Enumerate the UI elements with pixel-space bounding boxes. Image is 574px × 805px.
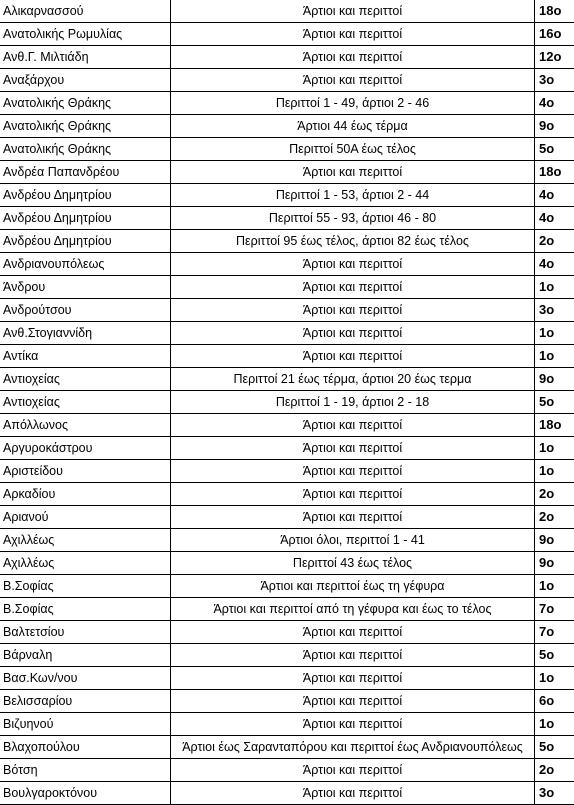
table-row <box>0 437 574 460</box>
school-cell: 7ο <box>535 598 574 621</box>
table-row <box>0 92 574 115</box>
number-range-cell: Άρτιοι και περιττοί <box>171 690 535 713</box>
school-cell: 4ο <box>535 184 574 207</box>
street-name-cell: Αντιοχείας <box>0 391 171 414</box>
street-name-cell: Αλικαρνασσού <box>0 0 171 23</box>
street-name-cell: Αχιλλέως <box>0 529 171 552</box>
street-name-cell: Ανδρούτσου <box>0 299 171 322</box>
table-row <box>0 253 574 276</box>
number-range-cell: Περιττοί 55 - 93, άρτιοι 46 - 80 <box>171 207 535 230</box>
school-cell: 5ο <box>535 138 574 161</box>
number-range-cell: Περιττοί 50Α έως τέλος <box>171 138 535 161</box>
table-row <box>0 207 574 230</box>
table-row <box>0 69 574 92</box>
table-row <box>0 483 574 506</box>
school-cell: 4ο <box>535 253 574 276</box>
street-name-cell: Ανδρέου Δημητρίου <box>0 207 171 230</box>
number-range-cell: Άρτιοι και περιττοί <box>171 276 535 299</box>
school-cell: 2ο <box>535 483 574 506</box>
table-row <box>0 23 574 46</box>
school-cell: 7ο <box>535 621 574 644</box>
table-row <box>0 138 574 161</box>
number-range-cell: Άρτιοι 44 έως τέρμα <box>171 115 535 138</box>
school-cell: 2ο <box>535 230 574 253</box>
number-range-cell: Άρτιοι και περιττοί <box>171 644 535 667</box>
school-cell: 1ο <box>535 345 574 368</box>
number-range-cell: Άρτιοι και περιττοί <box>171 506 535 529</box>
table-row <box>0 322 574 345</box>
table-row <box>0 299 574 322</box>
number-range-cell: Άρτιοι και περιττοί <box>171 69 535 92</box>
number-range-cell: Άρτιοι και περιττοί <box>171 253 535 276</box>
number-range-cell: Άρτιοι και περιττοί <box>171 299 535 322</box>
school-cell: 2ο <box>535 759 574 782</box>
number-range-cell: Άρτιοι και περιττοί <box>171 759 535 782</box>
table-row <box>0 46 574 69</box>
street-name-cell: Βάρναλη <box>0 644 171 667</box>
number-range-cell: Άρτιοι έως Σαρανταπόρου και περιττοί έως Ανδριανουπόλεως <box>171 736 535 759</box>
number-range-cell: Άρτιοι και περιττοί <box>171 483 535 506</box>
school-cell: 18ο <box>535 414 574 437</box>
street-name-cell: Ανθ.Γ. Μιλτιάδη <box>0 46 171 69</box>
school-cell: 5ο <box>535 644 574 667</box>
table-row <box>0 644 574 667</box>
number-range-cell: Περιττοί 43 έως τέλος <box>171 552 535 575</box>
street-name-cell: Βελισσαρίου <box>0 690 171 713</box>
table-row <box>0 414 574 437</box>
table-row <box>0 184 574 207</box>
table-row <box>0 230 574 253</box>
school-cell: 16ο <box>535 23 574 46</box>
table-row <box>0 529 574 552</box>
street-name-cell: Απόλλωνος <box>0 414 171 437</box>
school-cell: 1ο <box>535 713 574 736</box>
school-cell: 3ο <box>535 782 574 805</box>
school-cell: 3ο <box>535 299 574 322</box>
street-name-cell: Αντιοχείας <box>0 368 171 391</box>
school-cell: 4ο <box>535 207 574 230</box>
table-row <box>0 713 574 736</box>
street-name-cell: Β.Σοφίας <box>0 575 171 598</box>
number-range-cell: Άρτιοι και περιττοί έως τη γέφυρα <box>171 575 535 598</box>
table-row <box>0 736 574 759</box>
number-range-cell: Άρτιοι και περιττοί <box>171 0 535 23</box>
table-row <box>0 391 574 414</box>
school-cell: 1ο <box>535 437 574 460</box>
school-cell: 4ο <box>535 92 574 115</box>
number-range-cell: Άρτιοι και περιττοί <box>171 621 535 644</box>
street-name-cell: Αριανού <box>0 506 171 529</box>
table-row <box>0 690 574 713</box>
school-cell: 18ο <box>535 0 574 23</box>
table-row <box>0 345 574 368</box>
number-range-cell: Άρτιοι και περιττοί <box>171 161 535 184</box>
street-name-cell: Βιζυηνού <box>0 713 171 736</box>
number-range-cell: Άρτιοι και περιττοί <box>171 46 535 69</box>
table-row <box>0 621 574 644</box>
school-cell: 9ο <box>535 552 574 575</box>
number-range-cell: Άρτιοι και περιττοί <box>171 345 535 368</box>
street-name-cell: Βότση <box>0 759 171 782</box>
number-range-cell: Άρτιοι και περιττοί <box>171 437 535 460</box>
street-name-cell: Ανατολικής Θράκης <box>0 92 171 115</box>
street-name-cell: Βαλτετσίου <box>0 621 171 644</box>
street-name-cell: Ανατολικής Θράκης <box>0 115 171 138</box>
school-cell: 1ο <box>535 276 574 299</box>
street-name-cell: Ανδριανουπόλεως <box>0 253 171 276</box>
table-row <box>0 0 574 23</box>
street-name-cell: Βασ.Κων/νου <box>0 667 171 690</box>
school-cell: 6ο <box>535 690 574 713</box>
table-row <box>0 506 574 529</box>
street-name-cell: Ανατολικής Ρωμυλίας <box>0 23 171 46</box>
school-cell: 12ο <box>535 46 574 69</box>
school-cell: 9ο <box>535 529 574 552</box>
table-row <box>0 759 574 782</box>
street-name-cell: Αχιλλέως <box>0 552 171 575</box>
street-name-cell: Αρκαδίου <box>0 483 171 506</box>
table-row <box>0 276 574 299</box>
school-cell: 3ο <box>535 69 574 92</box>
number-range-cell: Άρτιοι και περιττοί <box>171 322 535 345</box>
table-row <box>0 460 574 483</box>
number-range-cell: Περιττοί 1 - 49, άρτιοι 2 - 46 <box>171 92 535 115</box>
school-cell: 2ο <box>535 506 574 529</box>
school-cell: 1ο <box>535 460 574 483</box>
table-row <box>0 368 574 391</box>
street-name-cell: Ανατολικής Θράκης <box>0 138 171 161</box>
number-range-cell: Άρτιοι και περιττοί από τη γέφυρα και έως το τέλος <box>171 598 535 621</box>
number-range-cell: Άρτιοι και περιττοί <box>171 667 535 690</box>
number-range-cell: Περιττοί 1 - 19, άρτιοι 2 - 18 <box>171 391 535 414</box>
school-cell: 1ο <box>535 575 574 598</box>
street-name-cell: Βουλγαροκτόνου <box>0 782 171 805</box>
number-range-cell: Περιττοί 1 - 53, άρτιοι 2 - 44 <box>171 184 535 207</box>
number-range-cell: Περιττοί 95 έως τέλος, άρτιοι 82 έως τέλος <box>171 230 535 253</box>
table-row <box>0 552 574 575</box>
table-row <box>0 161 574 184</box>
number-range-cell: Περιττοί 21 έως τέρμα, άρτιοι 20 έως τερμα <box>171 368 535 391</box>
number-range-cell: Άρτιοι όλοι, περιττοί 1 - 41 <box>171 529 535 552</box>
table-row <box>0 782 574 805</box>
table-row <box>0 115 574 138</box>
number-range-cell: Άρτιοι και περιττοί <box>171 782 535 805</box>
school-cell: 9ο <box>535 115 574 138</box>
school-cell: 5ο <box>535 391 574 414</box>
number-range-cell: Άρτιοι και περιττοί <box>171 713 535 736</box>
street-name-cell: Βλαχοπούλου <box>0 736 171 759</box>
number-range-cell: Άρτιοι και περιττοί <box>171 23 535 46</box>
street-name-cell: Αριστείδου <box>0 460 171 483</box>
table-row <box>0 575 574 598</box>
street-name-cell: Αργυροκάστρου <box>0 437 171 460</box>
street-name-cell: Ανθ.Στογιαννίδη <box>0 322 171 345</box>
street-name-cell: Β.Σοφίας <box>0 598 171 621</box>
school-cell: 18ο <box>535 161 574 184</box>
number-range-cell: Άρτιοι και περιττοί <box>171 460 535 483</box>
street-name-cell: Άνδρου <box>0 276 171 299</box>
number-range-cell: Άρτιοι και περιττοί <box>171 414 535 437</box>
street-name-cell: Ανδρέου Δημητρίου <box>0 230 171 253</box>
street-name-cell: Ανδρέου Δημητρίου <box>0 184 171 207</box>
school-cell: 5ο <box>535 736 574 759</box>
street-name-cell: Ανδρέα Παπανδρέου <box>0 161 171 184</box>
street-name-cell: Αναξάρχου <box>0 69 171 92</box>
street-name-cell: Αντίκα <box>0 345 171 368</box>
school-cell: 1ο <box>535 667 574 690</box>
table-row <box>0 598 574 621</box>
school-cell: 1ο <box>535 322 574 345</box>
school-cell: 9ο <box>535 368 574 391</box>
table-row <box>0 667 574 690</box>
